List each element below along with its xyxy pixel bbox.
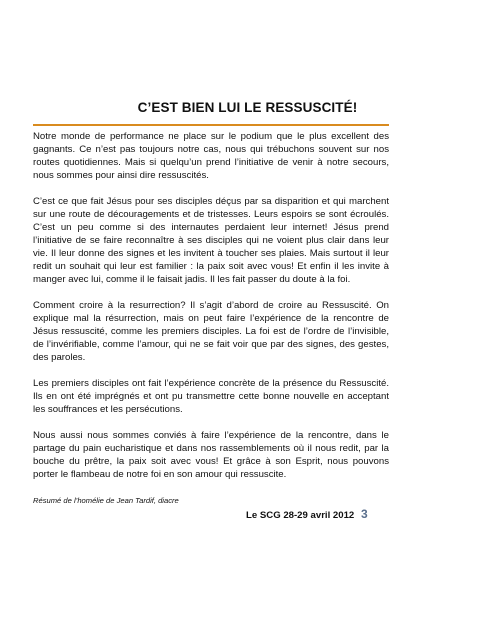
signature: Résumé de l’homélie de Jean Tardif, diacre xyxy=(33,496,179,505)
article-title: C’EST BIEN LUI LE RESSUSCITÉ! xyxy=(137,100,358,115)
paragraph: Nous aussi nous sommes conviés à faire l’expérience de la rencontre, dans le partage du pain eucharistique et dans nos rassemblements où il nous redit, par la bouche du prêtre, la paix soit avec vous! Et grâce à son Esprit, nous pouvons porter le flambeau de notre foi en son amour qui ressuscite. xyxy=(33,430,389,480)
paragraph: Notre monde de performance ne place sur le podium que le plus excellent des gagnants. Ce n’est pas toujours notre cas, nous qui trébuchons souvent sur nos routes quotidiennes. Mais si quelqu’un prend l’initiative de venir à notre secours, nous sommes pour ainsi dire ressuscités. xyxy=(33,131,389,181)
footer-label: Le SCG 28-29 avril 2012 xyxy=(246,510,355,521)
paragraph: Comment croire à la resurrection? Il s’agit d’abord de croire au Ressuscité. On explique mal la résurrection, mais on peut faire l’expérience de la rencontre de Jésus ressuscité, comme les premiers disciples. La foi est de l’ordre de l’invisible, de l’invérifiable, comme l’amour, qui ne se fait voir que par des signes, des gestes, des paroles. xyxy=(33,300,389,363)
paragraph: Les premiers disciples ont fait l’expérience concrète de la présence du Ressuscité. Ils en ont été imprégnés et ont pu transmettre cette bonne nouvelle en acceptant les souffrances et les persécutions. xyxy=(33,378,389,415)
page-footer xyxy=(246,507,368,521)
title-rule xyxy=(33,124,389,126)
article-body xyxy=(33,130,389,507)
page-number: 3 xyxy=(360,507,368,521)
paragraph: C’est ce que fait Jésus pour ses disciples déçus par sa disparition et qui marchent sur une route de découragements et de tristesses. Leurs espoirs se sont écroulés. C’est un peu comme si des internautes perdaient leur internet! Jésus prend l’initiative de se faire reconnaître à ses disciples qui ne voient plus clair dans leur vie. Il leur donne des signes et les invitent à toucher ses plaies. Mais surtout il leur redit un souhait qui leur est familier : la paix soit avec vous! Et enfin il les invite à manger avec lui, comme il le faisait jadis. Il les fait passer du doute à la foi. xyxy=(33,196,389,285)
